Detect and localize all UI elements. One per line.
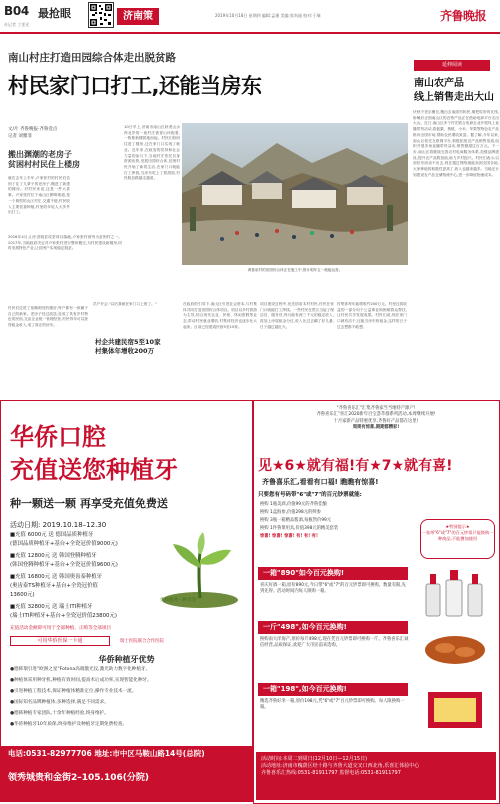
ad-notice: ★特别提示★ 一张带"6"或"7"的百元钞票只能换购一种商品,不能叠加使用 — [420, 519, 495, 559]
ad-intro-line: 齐鲁喜乐汇"喜汇2020新年百宝荟萃群系列活动,本周继续开展! — [316, 412, 436, 418]
sidebar-column: 伏秋不老乐栅瓦,搬出去南面村和民,瓒把粒所的瓦栈,盼嗓后正面南山区的农特产品正在借助电商平台走出大山。近日,南山区多个村庄联合电商企业开展线上直播带货活动,将板栗、核桃、小米、苹果等特色农产品推向全国市场,帮助农民增收致富。据了解,今年以来,南山区依托互联网平台,积极拓宽农产品销售渠道,组织开展多场直播带货活动,销售额超过百万元。下一步,南山区将继续完善农村电商服务体系,加强品牌建设,提升农产品附加值,助力乡村振兴。村民们表示,以前好东西卖不出去,现在通过网络就能卖到全国各地,大家种地的积极性更高了,收入也越来越多。当地还计划建设农产品仓储物流中心,进一步降低物流成本。 — [413, 110, 499, 177]
qr-code-icon — [88, 2, 114, 28]
ad-list-item: 换购 1盒海参,价值298元的鲜参 — [260, 510, 321, 515]
page-number: B04 — [4, 4, 29, 18]
ad-intro-line: 周周有惊喜,期期都精彩! — [352, 425, 400, 431]
ad-list-item: 换购 1件鲁菜用具,价值398元的精美套装 — [260, 526, 339, 531]
section-name: 最抢眼 — [38, 7, 71, 20]
ad-badge: 可用华侨医保一卡通 — [10, 636, 110, 646]
ad-intro-line: 十月家新产品特惠优享,齐鲁好产品都在这里! — [333, 418, 419, 424]
article-reporter: 记者 刘雅菲 — [8, 134, 32, 139]
article-column: 就在去年上半年,卢家张村的村民们告别了住了几辈子的老房子,搬进了新建的楼房。对村民来说,这是一件大喜事。卢家张村位于南山区柳埠街道,是一个典型的山区村庄,交通不便,村民收入主要依靠种植,村里的年轻人大多外出打工。 — [8, 176, 70, 215]
ad-plan-line: (韩国登腾种植牙+基台+全瓷冠价值9600元) — [10, 562, 118, 568]
ad-title: 充值送您种植牙 — [10, 456, 178, 484]
advantage-item: ●德韩种植专家团队,十余年种植经验,终身维护。 — [10, 711, 109, 716]
article-headline: 村民家门口打工,还能当房东 — [8, 74, 262, 98]
advantage-item: ●德韩瑞引进"欧洲之星"Fotona高端激光仪,激光助力数字化种植牙。 — [10, 667, 151, 672]
article-subhead: 搬出渊潮的老房子 贫困村村民住上楼房 — [8, 150, 80, 169]
advantage-item: ●华侨种植牙10年质保,终身维护及种植牙定期免费检查。 — [10, 722, 127, 727]
article-byline: 文/片 齐鲁晚报·齐鲁壹点 — [8, 127, 58, 132]
ad-plan-line: (德国品质种植牙+基台+全瓷冠价值9000元) — [10, 541, 118, 547]
ad-offer-body: 精选齐鲁好米一箱,原价198元,凭"6"或"7"百元钞票即可换购。每人限换购一箱。 — [260, 699, 405, 711]
article-column: 项目建设过程中,优先招用本村村民,村民在家门口就能打工挣钱。一些村民在景区当起了保洁员、服务员,每月能有两三千元的稳定收入,再加上房屋租金分红,收入比过去翻了好几番,日子越过越红火。 — [260, 302, 334, 329]
advantages-title: 华侨种植牙优势 — [98, 655, 155, 664]
ad-address-line: 领秀城贵和金街2–105.106(分院) — [0, 772, 253, 802]
ad-plan-line: ■充值 12800元 送 韩国登腾种植牙 — [10, 553, 97, 559]
ad-contact-box: 活动时间:本周二到周日(12月10日—12月15日) 活动地址:济南市槐荫区经十路与齐鲁大道交叉口西北角,乐喜汇体验中心 齐鲁喜乐汇热线:0531-81911797 监督电话:0531-81911797 — [256, 752, 496, 800]
city-section-tag: 济南策 — [117, 8, 159, 25]
article-column: 10日早上,济南市南山区卧虎山水库北岸的一座村庄被青山环抱着,一栋栋新楼拔地而起。村民们纷纷住进了楼房,还在家门口实现了就业。近年来,在政府的扶持和社会力量的参与下,当地村庄依托自身资源优势,发展田园综合体,贫困村民开始了新的生活,在家门口就能打工挣钱,当房东吃上了旅游饭,村民脱贫路越走越宽。 — [124, 125, 180, 181]
advantage-item: ●种植体采用种牙机,种植有效时间,提高术后成功率,实现智能化种牙。 — [10, 678, 152, 683]
ad-banner: 见★6★就有福!有★7★就有喜! — [258, 458, 453, 474]
ad-list-item: 换购 3瓶一箱精品酱酒,每瓶售价99元 — [260, 518, 332, 523]
ad-plan-line: ■充值 16800元 送 韩国奥齿泰种植牙 — [10, 574, 103, 580]
advantage-item: ●国际知名品牌种植体,多种选择,满足不同需求。 — [10, 700, 109, 705]
ad-slogan: 种一颗送一颗 再享受充值免费送 — [10, 497, 168, 510]
ad-plan-line: (奥齿泰TS种植牙+基台+全瓷冠价值 — [10, 583, 98, 589]
article-column: 在政府的引导下,南山区引进社会资本,与村集体共同打造田园综合体项目。项目以乡村旅游为主导,结合现代农业、民宿、休闲度假等业态,带动村民就业增收,村集体经济也逐步壮大起来。目前已经建成民宿5至10家。 — [183, 302, 257, 329]
ad-condition: 只要您有号码带"6"或"7"的百元钞票就能: — [258, 492, 362, 498]
sidebar-tag: 延伸阅读 — [414, 60, 490, 71]
article-photo — [182, 123, 408, 265]
article-column: 村民们住进了宽敞明亮的楼房,每户都有一套属于自己的新家。老房子经过改造,变成了具有乡村特色的民宿,交由企业统一管理经营,村民每年可以获得租金收入,成了真正的房东。 — [8, 306, 88, 328]
ad-plan-line: (瑞士ITI种植牙+基台+全瓷冠价值23800元) — [10, 613, 117, 619]
ad-offer-heading: 一箱"198",如今百元换购! — [258, 683, 408, 696]
newspaper-logo: 齐鲁晚报 — [440, 9, 487, 23]
ad-offer-heading: 一箱"890"如今百元换购! — [258, 567, 408, 580]
date-line: 2019年10月18日 星期四 编辑:孟瑾 美编:张尚迪 校对:于瑞 — [215, 13, 321, 18]
ad-footnote: 充值活动金额即可用于全部种植、正畸等全部项目 — [10, 626, 112, 631]
ad-intro-line: "齐鲁喜乐汇"汇集齐鲁家当当地特产源产! — [336, 406, 416, 411]
article-subhead: 村企共建民宿5至10家 村集体年增收200万 — [95, 338, 161, 355]
article-column: 2016年4月,山东省脱贫攻坚项目落地,卢家张村被列为贫困村之一。2017年,当地政府决定对卢家张村进行整体搬迁,为村民建设新楼房,同时发展特色产业,让贫困户实现稳定脱贫。 — [8, 235, 122, 251]
ad-offer-heading: 一斤"498",如今百元换购! — [258, 621, 408, 634]
ad-plan-line: ■充值 32800元 送 瑞士ITI种植牙 — [10, 604, 93, 610]
product-box-icon — [420, 684, 490, 734]
ad-date: 活动日期: 2019.10.18–12.30 — [10, 521, 107, 529]
ad-intro — [256, 406, 496, 432]
article-kicker: 南山村庄打造田园综合体走出脱贫路 — [8, 52, 176, 64]
ad-plan-line: ■充值 6000元 送 德国品质种植牙 — [10, 532, 94, 538]
ad-banner-sub: 齐鲁喜乐汇,看看有口福! 瞧瞧有惊喜! — [262, 478, 379, 486]
article-column: 员户开会,"以后我就在家门口上班了。" — [93, 302, 157, 306]
article-column: 村集体每年能增收约200万元。村里还将收益的一部分用于公益事业和困难群众帮扶,让村民共享发展成果。村民们说,现在家门口就有活干,还能当房东收租金,这样的日子过去想都不敢想。 — [337, 302, 407, 329]
ad-offer-body: 换购南大洋海产,原价每斤498元,现在凭百元钞票即可换购一斤。齐鲁喜乐汇诚信经营,品质保证,欢迎广大市民前来选购。 — [260, 637, 409, 649]
ad-list-item: 惊喜! 惊喜! 惊喜! 有! 有! 有! — [260, 534, 318, 539]
ad-phone-line: 电话:0531-82977706 地址:市中区马鞍山路14号(总院) — [0, 746, 253, 772]
photo-caption: 黄巷泉村的田园综合体正在施工中,预计明年五一就能运营。 — [247, 268, 343, 272]
liquor-bottles-icon — [420, 566, 490, 618]
sidebar-title: 南山农产品 线上销售走出大山 — [414, 78, 494, 103]
ad-plan-line: 13600元) — [10, 592, 35, 598]
ad-title: 华侨口腔 — [10, 423, 106, 451]
seafood-icon — [420, 624, 490, 670]
advantage-item: ●引进种植工程技术,保证种植体精准定位,操作专业技术一流。 — [10, 689, 137, 694]
ad-offer-body: 喜庆好酒一箱,原价890元,今日带"6"或"7"的百元钞票即可换购。数量有限,先到先得。活动时间内每人限购一箱。 — [260, 583, 406, 595]
ad-badge-label: 瑞士医院联合合作医院 — [120, 639, 164, 644]
graphic-label: 优质服务一种享受 — [160, 598, 196, 603]
section-editors: 社记者 工雯光 — [4, 22, 30, 27]
ad-list-item: 换购 1瓶美酒,价值99元的齐鲁佳酿 — [260, 502, 327, 507]
